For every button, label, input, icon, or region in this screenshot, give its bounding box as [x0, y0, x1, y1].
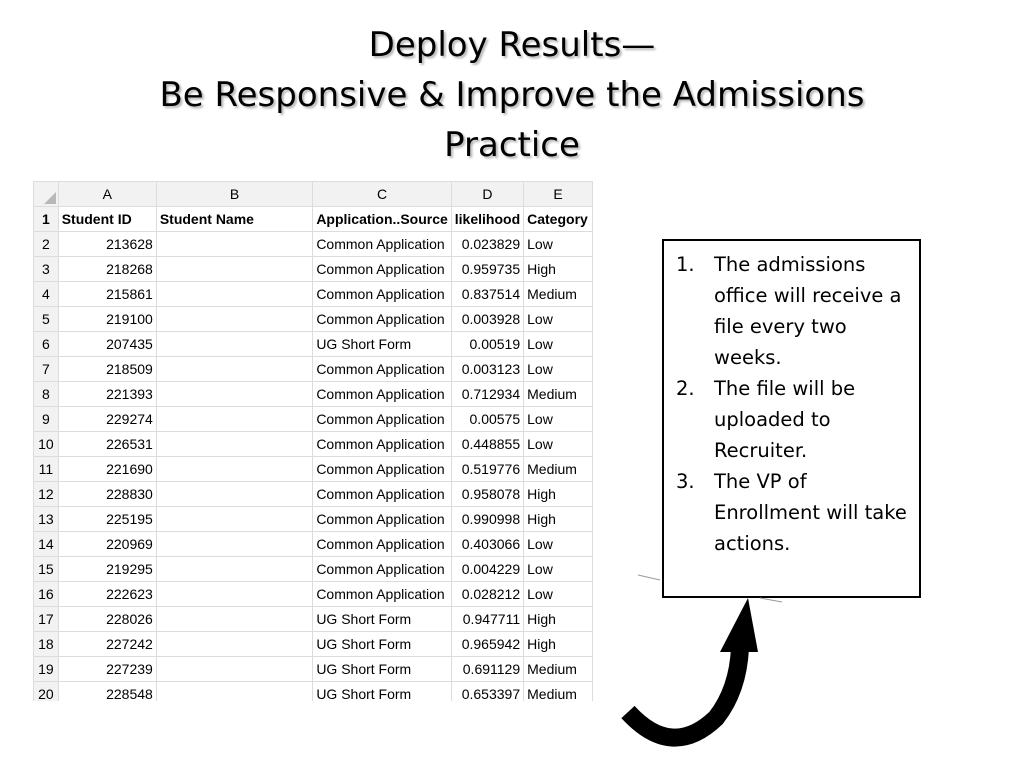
- cell-category[interactable]: Low: [524, 532, 593, 557]
- cell-student-id[interactable]: 229274: [58, 407, 156, 432]
- cell-student-id[interactable]: 228830: [58, 482, 156, 507]
- cell-application-source[interactable]: Common Application: [313, 482, 451, 507]
- cell-application-source[interactable]: UG Short Form: [313, 682, 451, 702]
- row-number[interactable]: 12: [34, 482, 59, 507]
- row-number[interactable]: 5: [34, 307, 59, 332]
- cell-student-id[interactable]: 215861: [58, 282, 156, 307]
- step-number: 1.: [676, 253, 695, 276]
- cell-student-id[interactable]: 221393: [58, 382, 156, 407]
- cell-application-source[interactable]: Common Application: [313, 307, 451, 332]
- cell-likelihood[interactable]: 0.965942: [451, 632, 523, 657]
- step-text: The file will be uploaded to Recruiter.: [714, 377, 856, 462]
- cell-category[interactable]: Low: [524, 407, 593, 432]
- cell-likelihood[interactable]: 0.691129: [451, 657, 523, 682]
- header-application-source[interactable]: Application..Source: [313, 207, 451, 232]
- cell-student-id[interactable]: 225195: [58, 507, 156, 532]
- cell-likelihood[interactable]: 0.712934: [451, 382, 523, 407]
- cell-application-source[interactable]: Common Application: [313, 432, 451, 457]
- row-number[interactable]: 9: [34, 407, 59, 432]
- cell-likelihood[interactable]: 0.023829: [451, 232, 523, 257]
- cell-category[interactable]: Low: [524, 232, 593, 257]
- cell-application-source[interactable]: Common Application: [313, 457, 451, 482]
- column-letter-e[interactable]: E: [524, 182, 593, 207]
- cell-likelihood[interactable]: 0.448855: [451, 432, 523, 457]
- cell-application-source[interactable]: UG Short Form: [313, 332, 451, 357]
- row-number[interactable]: 8: [34, 382, 59, 407]
- row-number[interactable]: 19: [34, 657, 59, 682]
- cell-student-id[interactable]: 207435: [58, 332, 156, 357]
- cell-category[interactable]: Low: [524, 557, 593, 582]
- cell-category[interactable]: Medium: [524, 282, 593, 307]
- cell-application-source[interactable]: Common Application: [313, 357, 451, 382]
- cell-category[interactable]: High: [524, 607, 593, 632]
- step-number: 2.: [676, 377, 695, 400]
- cell-category[interactable]: Low: [524, 357, 593, 382]
- title-line-3: Practice: [444, 125, 580, 165]
- cell-application-source[interactable]: Common Application: [313, 382, 451, 407]
- step-text: The admissions office will receive a file every two weeks.: [714, 253, 902, 369]
- row-number[interactable]: 6: [34, 332, 59, 357]
- cell-student-id[interactable]: 226531: [58, 432, 156, 457]
- cell-category[interactable]: High: [524, 482, 593, 507]
- cell-student-id[interactable]: 213628: [58, 232, 156, 257]
- cell-student-id[interactable]: 220969: [58, 532, 156, 557]
- cell-student-id[interactable]: 228548: [58, 682, 156, 702]
- row-number[interactable]: 11: [34, 457, 59, 482]
- row-number[interactable]: 2: [34, 232, 59, 257]
- cell-application-source[interactable]: UG Short Form: [313, 657, 451, 682]
- cell-student-id[interactable]: 218268: [58, 257, 156, 282]
- cell-application-source[interactable]: Common Application: [313, 507, 451, 532]
- cell-student-id[interactable]: 227239: [58, 657, 156, 682]
- header-likelihood[interactable]: likelihood: [451, 207, 523, 232]
- step-text: The VP of Enrollment will take actions.: [714, 470, 907, 555]
- header-student-id[interactable]: Student ID: [58, 207, 156, 232]
- row-number[interactable]: 18: [34, 632, 59, 657]
- row-number[interactable]: 17: [34, 607, 59, 632]
- cell-student-id[interactable]: 218509: [58, 357, 156, 382]
- cell-category[interactable]: Medium: [524, 682, 593, 702]
- row-number[interactable]: 14: [34, 532, 59, 557]
- cell-category[interactable]: Medium: [524, 657, 593, 682]
- row-number[interactable]: 20: [34, 682, 59, 702]
- cell-application-source[interactable]: Common Application: [313, 582, 451, 607]
- row-number[interactable]: 16: [34, 582, 59, 607]
- cell-category[interactable]: High: [524, 632, 593, 657]
- cell-student-id[interactable]: 221690: [58, 457, 156, 482]
- cell-application-source[interactable]: Common Application: [313, 282, 451, 307]
- cell-student-id[interactable]: 219295: [58, 557, 156, 582]
- cell-application-source[interactable]: Common Application: [313, 532, 451, 557]
- cell-application-source[interactable]: UG Short Form: [313, 632, 451, 657]
- cell-likelihood[interactable]: 0.003123: [451, 357, 523, 382]
- column-letter-a[interactable]: A: [58, 182, 156, 207]
- cell-application-source[interactable]: Common Application: [313, 557, 451, 582]
- title-line-1: Deploy Results—: [368, 25, 656, 65]
- cell-likelihood[interactable]: 0.403066: [451, 532, 523, 557]
- row-number[interactable]: 15: [34, 557, 59, 582]
- cell-likelihood[interactable]: 0.653397: [451, 682, 523, 702]
- column-letter-c[interactable]: C: [313, 182, 451, 207]
- row-number[interactable]: 7: [34, 357, 59, 382]
- cell-application-source[interactable]: Common Application: [313, 407, 451, 432]
- cell-category[interactable]: Low: [524, 307, 593, 332]
- cell-category[interactable]: High: [524, 507, 593, 532]
- cell-likelihood[interactable]: 0.00575: [451, 407, 523, 432]
- cell-category[interactable]: Medium: [524, 457, 593, 482]
- row-number[interactable]: 13: [34, 507, 59, 532]
- cell-application-source[interactable]: UG Short Form: [313, 607, 451, 632]
- row-number[interactable]: 10: [34, 432, 59, 457]
- header-category[interactable]: Category: [524, 207, 593, 232]
- cell-likelihood[interactable]: 0.003928: [451, 307, 523, 332]
- cell-likelihood[interactable]: 0.00519: [451, 332, 523, 357]
- cell-likelihood[interactable]: 0.837514: [451, 282, 523, 307]
- cell-category[interactable]: Medium: [524, 382, 593, 407]
- title-line-2: Be Responsive & Improve the Admissions: [159, 75, 865, 115]
- cell-likelihood[interactable]: 0.990998: [451, 507, 523, 532]
- cell-student-id[interactable]: 219100: [58, 307, 156, 332]
- row-number[interactable]: 1: [34, 207, 59, 232]
- cell-likelihood[interactable]: 0.947711: [451, 607, 523, 632]
- cell-likelihood[interactable]: 0.028212: [451, 582, 523, 607]
- column-letter-b[interactable]: B: [156, 182, 312, 207]
- cell-student-id[interactable]: 227242: [58, 632, 156, 657]
- cell-likelihood[interactable]: 0.959735: [451, 257, 523, 282]
- cell-likelihood[interactable]: 0.958078: [451, 482, 523, 507]
- cell-category[interactable]: High: [524, 257, 593, 282]
- cell-application-source[interactable]: Common Application: [313, 257, 451, 282]
- cell-category[interactable]: Low: [524, 582, 593, 607]
- row-number[interactable]: 4: [34, 282, 59, 307]
- cell-category[interactable]: Low: [524, 332, 593, 357]
- cell-category[interactable]: Low: [524, 432, 593, 457]
- row-number[interactable]: 3: [34, 257, 59, 282]
- cell-application-source[interactable]: Common Application: [313, 232, 451, 257]
- step-number: 3.: [676, 470, 695, 493]
- cell-student-id[interactable]: 228026: [58, 607, 156, 632]
- cell-student-id[interactable]: 222623: [58, 582, 156, 607]
- cell-likelihood[interactable]: 0.519776: [451, 457, 523, 482]
- header-student-name[interactable]: Student Name: [156, 207, 312, 232]
- column-letter-d[interactable]: D: [451, 182, 523, 207]
- cell-likelihood[interactable]: 0.004229: [451, 557, 523, 582]
